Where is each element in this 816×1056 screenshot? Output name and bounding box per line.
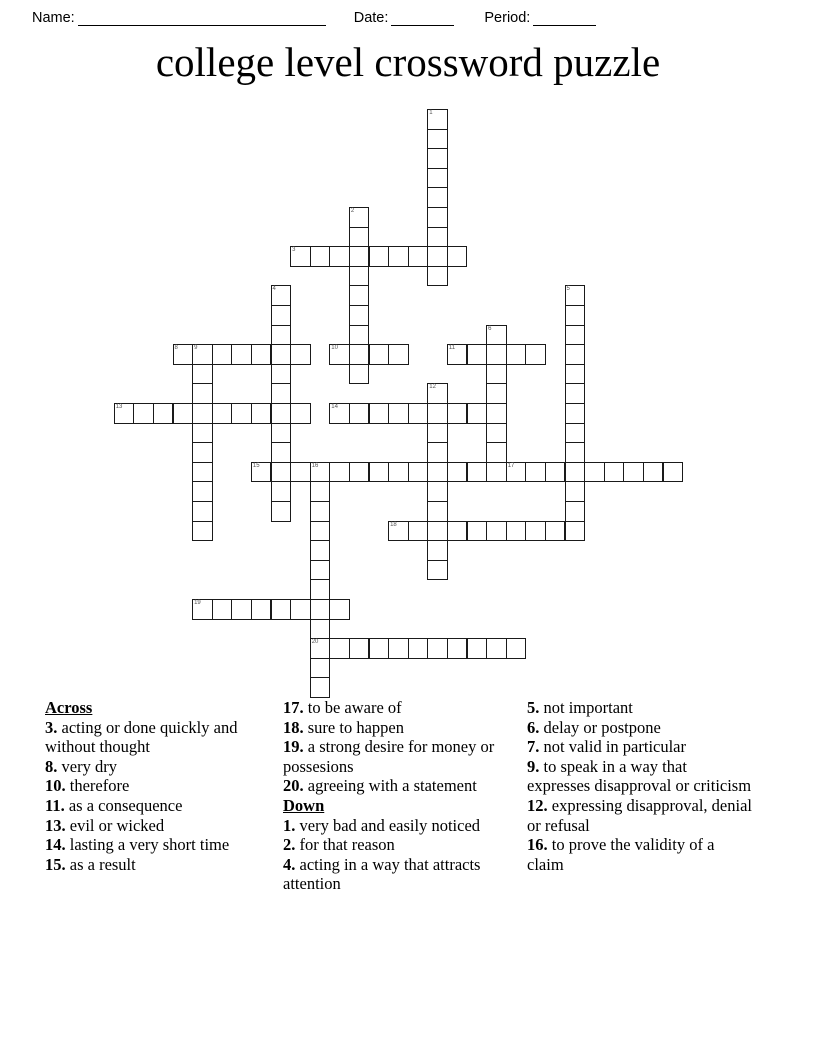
crossword-cell[interactable]: [310, 501, 331, 522]
clue-across-10: [45, 776, 260, 796]
clue-number: 15.: [45, 854, 70, 874]
cell-number: 20: [311, 639, 319, 646]
crossword-cell[interactable]: [565, 285, 586, 306]
crossword-cell[interactable]: [506, 638, 527, 659]
name-label: Name:: [32, 10, 75, 26]
clue-number: 6.: [527, 717, 544, 737]
clue-down-7: [527, 737, 752, 757]
clue-text: for that reason: [299, 835, 395, 855]
crossword-cell[interactable]: [192, 599, 213, 620]
crossword-cell[interactable]: [310, 462, 331, 483]
crossword-cell[interactable]: [427, 423, 448, 444]
crossword-cell[interactable]: [408, 638, 429, 659]
crossword-cell[interactable]: [369, 344, 390, 365]
cell-number: 12: [429, 384, 436, 391]
crossword-cell[interactable]: [251, 403, 272, 424]
clue-text: therefore: [69, 776, 130, 796]
crossword-cell[interactable]: [349, 403, 370, 424]
clue-text: not important: [543, 698, 633, 717]
crossword-cell[interactable]: [310, 619, 331, 640]
crossword-cell[interactable]: [271, 462, 292, 483]
crossword-cell[interactable]: [349, 285, 370, 306]
crossword-cell[interactable]: [525, 344, 546, 365]
crossword-cell[interactable]: [565, 521, 586, 542]
crossword-cell[interactable]: [388, 246, 409, 267]
clue-text: as a consequence: [68, 795, 183, 815]
clue-down-2: [283, 835, 513, 855]
crossword-cell[interactable]: [369, 638, 390, 659]
clue-across-3: [45, 718, 260, 757]
crossword-cell[interactable]: [310, 481, 331, 502]
clue-across-14: [45, 835, 260, 855]
crossword-cell[interactable]: [310, 246, 331, 267]
clue-across-18: [283, 718, 513, 738]
cell-number: 6: [488, 325, 492, 332]
crossword-cell[interactable]: [565, 325, 586, 346]
crossword-cell[interactable]: [329, 638, 350, 659]
clue-across-13: [45, 816, 260, 836]
clue-across-8: [45, 757, 260, 777]
clue-text: delay or postpone: [543, 717, 661, 737]
crossword-cell[interactable]: [212, 403, 233, 424]
clue-text: as a result: [69, 854, 136, 874]
clue-text: agreeing with a statement: [307, 776, 477, 796]
crossword-cell[interactable]: [427, 168, 448, 189]
crossword-cell[interactable]: [192, 423, 213, 444]
name-blank-line[interactable]: [78, 12, 326, 26]
clue-number: 17.: [283, 698, 308, 717]
crossword-cell[interactable]: [427, 109, 448, 130]
crossword-cell[interactable]: [663, 462, 684, 483]
crossword-cell[interactable]: [271, 344, 292, 365]
crossword-cell[interactable]: [427, 462, 448, 483]
crossword-cell[interactable]: [427, 246, 448, 267]
crossword-cell[interactable]: [349, 207, 370, 228]
crossword-cell[interactable]: [388, 344, 409, 365]
crossword-cell[interactable]: [427, 481, 448, 502]
clue-number: 1.: [283, 815, 300, 835]
cell-number: 2: [350, 208, 355, 214]
clue-across-11: [45, 796, 260, 816]
crossword-cell[interactable]: [231, 599, 252, 620]
clue-text: very dry: [61, 756, 117, 776]
clue-text: to be aware of: [307, 698, 402, 717]
cell-number: 16: [311, 462, 319, 469]
cell-number: 4: [272, 286, 276, 293]
crossword-cell[interactable]: [231, 403, 252, 424]
crossword-cell[interactable]: [329, 246, 350, 267]
cell-number: 9: [194, 345, 198, 352]
crossword-cell[interactable]: [467, 638, 488, 659]
crossword-cell[interactable]: [192, 462, 213, 483]
clue-text: acting in a way that attracts attention: [283, 854, 481, 894]
crossword-cell[interactable]: [486, 462, 507, 483]
date-label: Date:: [353, 10, 389, 26]
crossword-cell[interactable]: [290, 599, 311, 620]
across-heading: Across: [45, 698, 93, 717]
clue-down-4: [283, 855, 513, 894]
crossword-cell[interactable]: [584, 462, 605, 483]
crossword-cell[interactable]: [427, 501, 448, 522]
crossword-cell[interactable]: [525, 521, 546, 542]
crossword-cell[interactable]: [192, 442, 213, 463]
crossword-cell[interactable]: [349, 227, 370, 248]
crossword-cell[interactable]: [114, 403, 135, 424]
clue-number: 5.: [527, 698, 544, 717]
clue-across-20: [283, 776, 513, 796]
clue-number: 20.: [283, 776, 308, 796]
crossword-cell[interactable]: [192, 521, 213, 542]
crossword-cell[interactable]: [310, 579, 331, 600]
crossword-cell[interactable]: [427, 442, 448, 463]
crossword-cell[interactable]: [349, 266, 370, 287]
cell-number: 17: [507, 462, 515, 469]
clue-number: 4.: [283, 854, 300, 874]
crossword-cell[interactable]: [349, 638, 370, 659]
crossword-cell[interactable]: [212, 599, 233, 620]
period-label: Period:: [484, 10, 531, 26]
clue-text: a strong desire for money or possesions: [283, 737, 495, 776]
worksheet-header: [0, 0, 816, 26]
crossword-cell[interactable]: [467, 344, 488, 365]
crossword-cell[interactable]: [349, 344, 370, 365]
crossword-cell[interactable]: [271, 364, 292, 385]
crossword-cell[interactable]: [192, 501, 213, 522]
crossword-cell[interactable]: [486, 423, 507, 444]
crossword-cell[interactable]: [506, 462, 527, 483]
crossword-cell[interactable]: [271, 285, 292, 306]
cell-number: 3: [292, 247, 296, 254]
crossword-cell[interactable]: [271, 423, 292, 444]
cell-number: 18: [390, 521, 397, 528]
clue-number: 2.: [283, 835, 300, 855]
crossword-cell[interactable]: [369, 246, 390, 267]
cell-number: 5: [566, 286, 570, 293]
crossword-cell[interactable]: [310, 658, 331, 679]
crossword-cell[interactable]: [427, 540, 448, 561]
crossword-cell[interactable]: [251, 462, 272, 483]
clue-text: acting or done quickly and without thought: [45, 717, 238, 757]
cell-number: 10: [331, 345, 338, 352]
crossword-cell[interactable]: [427, 207, 448, 228]
crossword-cell[interactable]: [290, 403, 311, 424]
crossword-cell[interactable]: [565, 305, 586, 326]
date-blank-line[interactable]: [391, 12, 454, 26]
crossword-cell[interactable]: [447, 521, 468, 542]
crossword-cell[interactable]: [329, 599, 350, 620]
crossword-cell[interactable]: [447, 246, 468, 267]
clue-number: 3.: [45, 717, 62, 737]
crossword-cell[interactable]: [369, 403, 390, 424]
clue-text: not valid in particular: [543, 737, 686, 757]
down-heading: Down: [283, 795, 325, 815]
crossword-cell[interactable]: [427, 266, 448, 287]
crossword-cell[interactable]: [271, 501, 292, 522]
crossword-cell[interactable]: [427, 383, 448, 404]
clue-down-16: [527, 835, 752, 874]
crossword-cell[interactable]: [565, 462, 586, 483]
clue-text: very bad and easily noticed: [299, 815, 481, 835]
clue-number: 18.: [283, 717, 308, 737]
crossword-cell[interactable]: [388, 462, 409, 483]
crossword-cell[interactable]: [133, 403, 154, 424]
crossword-cell[interactable]: [447, 462, 468, 483]
crossword-cell[interactable]: [623, 462, 644, 483]
crossword-cell[interactable]: [408, 462, 429, 483]
cell-number: 11: [448, 345, 456, 352]
crossword-cell[interactable]: [271, 403, 292, 424]
crossword-cell[interactable]: [212, 344, 233, 365]
crossword-cell[interactable]: [329, 344, 350, 365]
crossword-cell[interactable]: [565, 481, 586, 502]
clue-number: 10.: [45, 776, 70, 796]
crossword-cell[interactable]: [486, 521, 507, 542]
crossword-cell[interactable]: [427, 227, 448, 248]
crossword-cell[interactable]: [447, 638, 468, 659]
clue-text: lasting a very short time: [69, 835, 230, 855]
crossword-cell[interactable]: [192, 364, 213, 385]
crossword-cell[interactable]: [271, 442, 292, 463]
crossword-cell[interactable]: [310, 560, 331, 581]
crossword-cell[interactable]: [467, 403, 488, 424]
crossword-cell[interactable]: [192, 403, 213, 424]
crossword-cell[interactable]: [349, 462, 370, 483]
crossword-cell[interactable]: [427, 187, 448, 208]
crossword-cell[interactable]: [310, 638, 331, 659]
crossword-cell[interactable]: [173, 403, 194, 424]
crossword-cell[interactable]: [525, 462, 546, 483]
crossword-cell[interactable]: [271, 599, 292, 620]
crossword-cell[interactable]: [349, 325, 370, 346]
clue-text: expressing disapproval, denial or refusal: [527, 795, 752, 835]
clue-number: 16.: [527, 835, 552, 855]
crossword-cell[interactable]: [565, 403, 586, 424]
clue-text: evil or wicked: [69, 815, 165, 835]
clue-across-19: [283, 737, 513, 776]
crossword-cell[interactable]: [545, 462, 566, 483]
crossword-cell[interactable]: [153, 403, 174, 424]
cell-number: 1: [429, 110, 433, 116]
crossword-cell[interactable]: [467, 521, 488, 542]
crossword-cell[interactable]: [467, 462, 488, 483]
crossword-cell[interactable]: [388, 403, 409, 424]
crossword-cell[interactable]: [329, 462, 350, 483]
crossword-cell[interactable]: [290, 246, 311, 267]
period-field[interactable]: [484, 10, 596, 26]
crossword-cell[interactable]: [290, 462, 311, 483]
crossword-cell[interactable]: [310, 599, 331, 620]
crossword-cell[interactable]: [349, 305, 370, 326]
crossword-cell[interactable]: [388, 521, 409, 542]
crossword-cell[interactable]: [486, 403, 507, 424]
crossword-cell[interactable]: [271, 383, 292, 404]
crossword-cell[interactable]: [486, 442, 507, 463]
crossword-cell[interactable]: [565, 364, 586, 385]
clue-number: 11.: [45, 795, 69, 815]
clue-number: 14.: [45, 835, 70, 855]
crossword-cell[interactable]: [486, 344, 507, 365]
crossword-cell[interactable]: [251, 599, 272, 620]
crossword-cell[interactable]: [192, 344, 213, 365]
crossword-cell[interactable]: [310, 677, 331, 698]
crossword-cell[interactable]: [408, 521, 429, 542]
crossword-cell[interactable]: [388, 638, 409, 659]
crossword-cell[interactable]: [486, 325, 507, 346]
clue-across-15: [45, 855, 260, 875]
crossword-cell[interactable]: [251, 344, 272, 365]
crossword-cell[interactable]: [271, 305, 292, 326]
clues-column-1: [45, 698, 260, 874]
page-title: college level crossword puzzle: [155, 39, 661, 85]
clue-text: to speak in a way that expresses disapproval or criticism: [527, 756, 752, 796]
crossword-cell[interactable]: [427, 521, 448, 542]
crossword-cell[interactable]: [349, 246, 370, 267]
clue-number: 13.: [45, 815, 70, 835]
crossword-cell[interactable]: [369, 462, 390, 483]
crossword-cell[interactable]: [486, 638, 507, 659]
cell-number: 19: [194, 600, 201, 606]
crossword-cell[interactable]: [565, 383, 586, 404]
crossword-cell[interactable]: [231, 344, 252, 365]
crossword-cell[interactable]: [506, 344, 527, 365]
clue-down-1: [283, 816, 513, 836]
crossword-cell[interactable]: [565, 344, 586, 365]
crossword-cell[interactable]: [427, 403, 448, 424]
crossword-cell[interactable]: [427, 560, 448, 581]
crossword-cell[interactable]: [271, 481, 292, 502]
date-field[interactable]: [354, 10, 455, 26]
crossword-cell[interactable]: [486, 364, 507, 385]
clue-number: 9.: [527, 756, 544, 776]
crossword-cell[interactable]: [408, 403, 429, 424]
clue-down-6: [527, 718, 752, 738]
crossword-cell[interactable]: [271, 325, 292, 346]
cell-number: 8: [174, 345, 178, 352]
cell-number: 14: [331, 404, 338, 410]
clue-number: 12.: [527, 795, 552, 815]
crossword-cell[interactable]: [447, 403, 468, 424]
crossword-cell[interactable]: [173, 344, 194, 365]
clue-down-9: [527, 757, 752, 796]
crossword-cell[interactable]: [310, 521, 331, 542]
crossword-cell[interactable]: [329, 403, 350, 424]
clue-down-12: [527, 796, 752, 835]
crossword-cell[interactable]: [427, 148, 448, 169]
crossword-cell[interactable]: [545, 521, 566, 542]
clue-number: 19.: [283, 737, 308, 757]
crossword-cell[interactable]: [192, 481, 213, 502]
name-field[interactable]: [32, 10, 326, 26]
clue-number: 7.: [527, 737, 544, 757]
crossword-cell[interactable]: [408, 246, 429, 267]
crossword-cell[interactable]: [447, 344, 468, 365]
crossword-cell[interactable]: [192, 383, 213, 404]
clue-text: to prove the validity of a claim: [527, 835, 715, 874]
crossword-cell[interactable]: [427, 129, 448, 150]
crossword-cell[interactable]: [349, 364, 370, 385]
cell-number: 15: [252, 462, 260, 469]
crossword-cell[interactable]: [565, 501, 586, 522]
clue-down-5: [527, 698, 752, 718]
crossword-cell[interactable]: [310, 540, 331, 561]
crossword-cell[interactable]: [604, 462, 625, 483]
clue-text: sure to happen: [307, 717, 404, 737]
clues-column-2: [283, 698, 513, 894]
cell-number: 13: [115, 404, 123, 410]
period-blank-line[interactable]: [533, 12, 596, 26]
crossword-cell[interactable]: [565, 442, 586, 463]
crossword-cell[interactable]: [506, 521, 527, 542]
crossword-cell[interactable]: [427, 638, 448, 659]
crossword-cell[interactable]: [486, 383, 507, 404]
crossword-cell[interactable]: [565, 423, 586, 444]
clues-section: [0, 698, 816, 968]
clue-number: 8.: [45, 756, 62, 776]
crossword-grid[interactable]: [0, 100, 816, 700]
crossword-cell[interactable]: [290, 344, 311, 365]
clues-column-3: [527, 698, 752, 874]
clue-across-17: [283, 698, 513, 718]
crossword-cell[interactable]: [643, 462, 664, 483]
